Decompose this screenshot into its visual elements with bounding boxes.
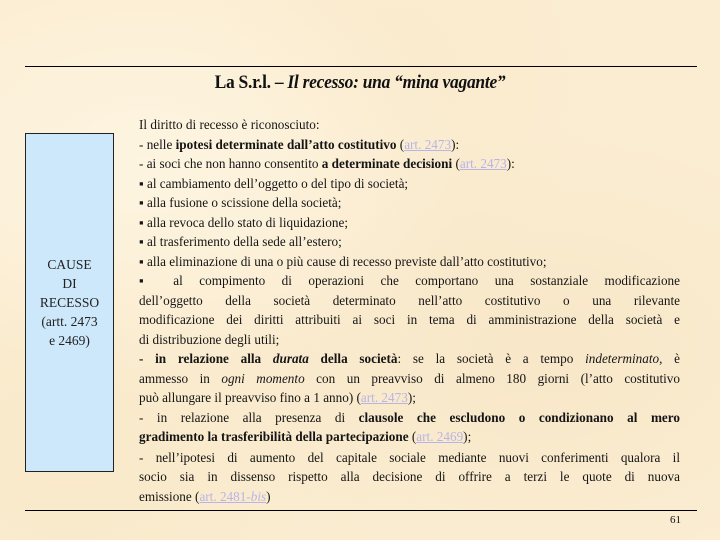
- item-clausole-line: [139, 427, 680, 447]
- item-determinate-decisioni: [139, 154, 680, 174]
- bullet-operazioni-line: ▪ al compimento di operazioni che comportano una sostanziale modificazione: [139, 273, 680, 288]
- bottom-divider: [25, 510, 697, 511]
- item-bold-text: a determinate decisioni: [321, 156, 453, 171]
- item-text: emissione (: [139, 488, 200, 504]
- paren: (: [408, 429, 417, 444]
- item-bold-text: della società: [308, 351, 398, 366]
- item-durata-line: [139, 388, 680, 408]
- item-aumento-capitale-line: - nell’ipotesi di aumento del capitale sociale mediante nuovi conferimenti qualora il: [139, 449, 680, 465]
- intro-line: Il diritto di recesso è riconosciuto:: [139, 117, 320, 132]
- item-bold-text: clausole che escludono o condizionano al mero: [358, 409, 680, 425]
- item-text: , è: [659, 351, 680, 366]
- link-italic-text: bis: [250, 488, 267, 504]
- paren: ):: [506, 156, 515, 171]
- bullet-item: ▪ alla eliminazione di una o più cause di recesso previste dall’atto costitutivo;: [139, 253, 547, 269]
- art-2473-link[interactable]: art. 2473: [459, 156, 507, 171]
- art-2473-link[interactable]: art. 2473: [404, 136, 452, 152]
- item-text: );: [407, 390, 416, 405]
- paren: (: [452, 156, 460, 171]
- page-number: 61: [670, 514, 681, 526]
- item-italic-text: ogni momento: [221, 370, 305, 386]
- box-line: (artt. 2473: [41, 314, 98, 329]
- item-bold-italic-text: durata: [272, 351, 309, 366]
- item-text: - nelle: [139, 136, 176, 152]
- box-line: DI: [62, 276, 77, 291]
- slide-title: [29, 72, 691, 94]
- box-line: CAUSE: [47, 257, 92, 272]
- bullet-item: ▪ al cambiamento dell’oggetto o del tipo di società;: [139, 175, 409, 191]
- link-text: art. 2481-: [199, 488, 251, 504]
- title-plain: La S.r.l. –: [214, 72, 288, 93]
- cause-di-recesso-box: [25, 133, 114, 472]
- item-durata-line: [139, 369, 680, 389]
- item-text: - in relazione alla presenza di: [139, 409, 359, 425]
- top-divider: [25, 66, 697, 67]
- bullet-item: ▪ alla fusione o scissione della società;: [139, 195, 342, 210]
- item-text: può allungare il preavviso fino a 1 anno) (: [139, 390, 361, 405]
- dash: -: [139, 351, 156, 366]
- item-text: ammesso in: [139, 370, 222, 386]
- item-bold-text: gradimento la trasferibilità della partecipazione: [139, 429, 409, 444]
- item-bold-text: in relazione alla: [155, 351, 273, 366]
- item-text: : se la società è a tempo: [397, 351, 586, 366]
- paren: ):: [451, 136, 460, 152]
- art-2473-link[interactable]: art. 2473: [360, 390, 408, 405]
- art-2469-link[interactable]: art. 2469: [416, 429, 464, 444]
- title-italic: Il recesso: una “mina vagante”: [287, 72, 506, 93]
- bullet-operazioni-line: dell’oggetto della società determinato nell’atto costitutivo o una rilevante: [139, 292, 680, 308]
- item-text: con un preavviso di almeno 180 giorni (l’atto costitutivo: [304, 370, 680, 386]
- art-2481-bis-link[interactable]: [199, 489, 266, 504]
- item-ipotesi-atto-costitutivo: [139, 135, 680, 155]
- item-aumento-capitale-line: socio sia in dissenso rispetto alla decisione di offrire a terzi le quote di nuova: [139, 469, 680, 484]
- item-text: ): [266, 488, 271, 504]
- paren: (: [396, 136, 405, 152]
- item-aumento-capitale-line: [139, 487, 680, 507]
- item-durata-line: [139, 349, 680, 369]
- paren: );: [463, 429, 472, 444]
- bullet-operazioni-line: modificazione dei diritti attribuiti ai soci in tema di amministrazione della società e: [139, 312, 680, 327]
- item-italic-text: indeterminato: [585, 351, 660, 366]
- box-line: e 2469): [49, 333, 90, 348]
- bullet-operazioni-line: di distribuzione degli utili;: [139, 331, 280, 347]
- box-line: RECESSO: [39, 295, 100, 310]
- bullet-item: ▪ alla revoca dello stato di liquidazione;: [139, 214, 349, 230]
- bullet-item: ▪ al trasferimento della sede all’estero;: [139, 234, 342, 249]
- item-text: - ai soci che non hanno consentito: [139, 156, 322, 171]
- item-bold-text: ipotesi determinate dall’atto costitutivo: [175, 136, 397, 152]
- content-body: [139, 115, 680, 506]
- item-clausole-line: [139, 408, 680, 428]
